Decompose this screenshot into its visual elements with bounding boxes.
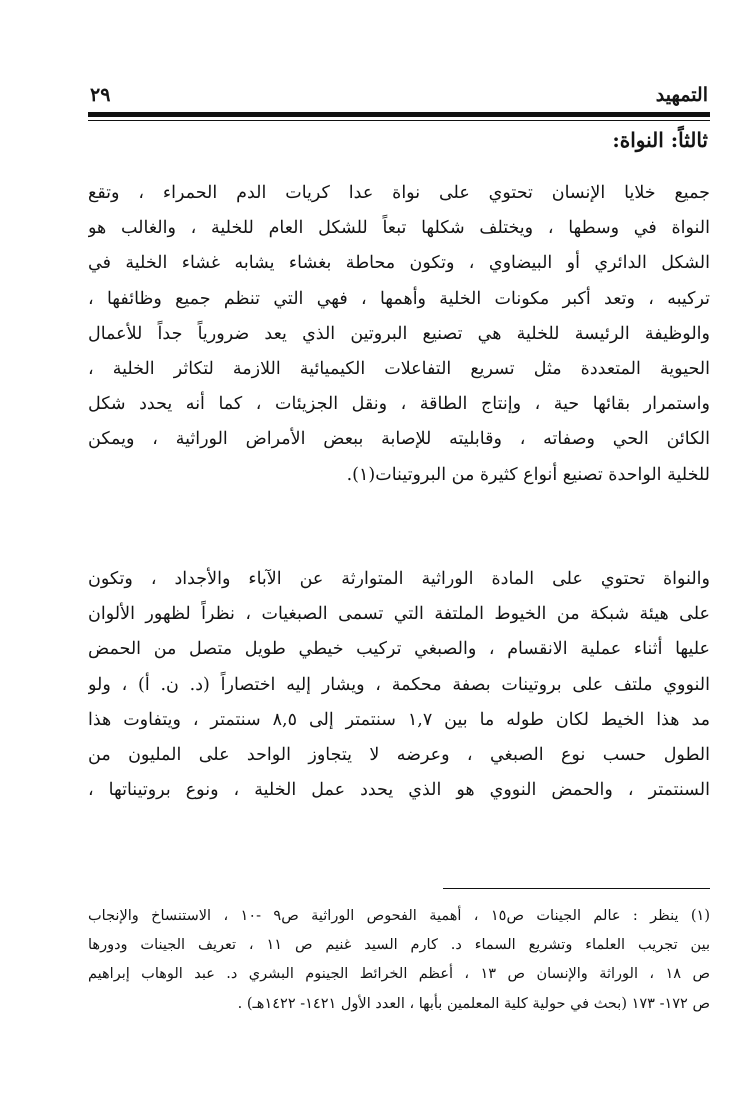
- text-line: النووي ملتف على بروتينات بصفة محكمة ، ويشار إليه اختصاراً (د. ن. أ) ، ولو: [88, 674, 710, 695]
- footnote-line: (١) ينظر : عالم الجينات ص١٥ ، أهمية الفحوص الوراثية ص٩ -١٠ ، الاستنساخ والإنجاب: [88, 908, 710, 924]
- text-line: الشكل الدائري أو البيضاوي ، وتكون محاطة بغشاء يشابه غشاء الخلية في: [88, 253, 710, 274]
- text-line: الطول حسب نوع الصبغي ، وعرضه لا يتجاوز الواحد على المليون من: [88, 744, 710, 765]
- text-line: جميع خلايا الإنسان تحتوي على نواة عدا كريات الدم الحمراء ، وتقع: [88, 183, 710, 203]
- footnotes: [88, 902, 710, 1019]
- paragraph-1: [88, 176, 710, 493]
- header-rule-thick: [88, 112, 710, 117]
- text-line: واستمرار بقائها حية ، وإنتاج الطاقة ، ونقل الجزيئات ، كما أنه يحدد شكل: [88, 394, 710, 415]
- footnote-line: بين تجريب العلماء وتشريع السماء د. كارم السيد غنيم ص ١١ ، تعريف الجينات ودورها: [88, 937, 710, 954]
- text-line: والنواة تحتوي على المادة الوراثية المتوارثة عن الآباء والأجداد ، وتكون: [88, 569, 710, 589]
- text-line: النواة في وسطها ، ويختلف شكلها تبعاً للشكل العام للخلية ، والغالب هو: [88, 218, 710, 239]
- text-line: الحيوية المتعددة مثل تسريع التفاعلات الكيميائية اللازمة لتكاثر الخلية ،: [88, 358, 710, 379]
- text-line: والوظيفة الرئيسة للخلية هي تصنيع البروتين الذي يعد ضرورياً جداً للأعمال: [88, 323, 710, 344]
- text-line: مد هذا الخيط لكان طوله ما بين ١,٧ سنتمتر إلى ٨,٥ سنتمتر ، ويتفاوت هذا: [88, 709, 710, 730]
- footnote-line: ص ١٧٢- ١٧٣ (بحث في حولية كلية المعلمين بأبها ، العدد الأول ١٤٢١- ١٤٢٢هـ) .: [237, 995, 710, 1012]
- footnote-line: ص ١٨ ، الوراثة والإنسان ص ١٣ ، أعظم الخرائط الجينوم البشري د. عبد الوهاب إبراهيم: [88, 966, 710, 983]
- text-line: عليها أثناء عملية الانقسام ، والصبغي تركيب خيطي طويل متصل من الحمض: [88, 639, 710, 660]
- footnote-separator: [443, 888, 710, 889]
- text-line: تركيبه ، وتعد أكبر مكونات الخلية وأهمها ، فهي التي تنظم جميع وظائفها ،: [88, 288, 710, 309]
- text-line: للخلية الواحدة تصنيع أنواع كثيرة من البروتينات(١).: [346, 464, 710, 485]
- paragraph-2: [88, 562, 710, 808]
- page-number: ٢٩: [90, 84, 111, 106]
- page-header: [90, 84, 708, 110]
- header-rule-thin: [88, 120, 710, 121]
- text-line: على هيئة شبكة من الخيوط الملتفة التي تسمى الصبغيات ، نظراً لظهور الألوان: [88, 604, 710, 625]
- text-line: السنتمتر ، والحمض النووي هو الذي يحدد عمل الخلية ، ونوع بروتيناتها ،: [88, 780, 710, 801]
- text-line: الكائن الحي وصفاته ، وقابليته للإصابة ببعض الأمراض الوراثية ، ويمكن: [88, 429, 710, 450]
- chapter-title: التمهيد: [655, 84, 708, 106]
- section-heading: ثالثاً: النواة:: [612, 128, 708, 152]
